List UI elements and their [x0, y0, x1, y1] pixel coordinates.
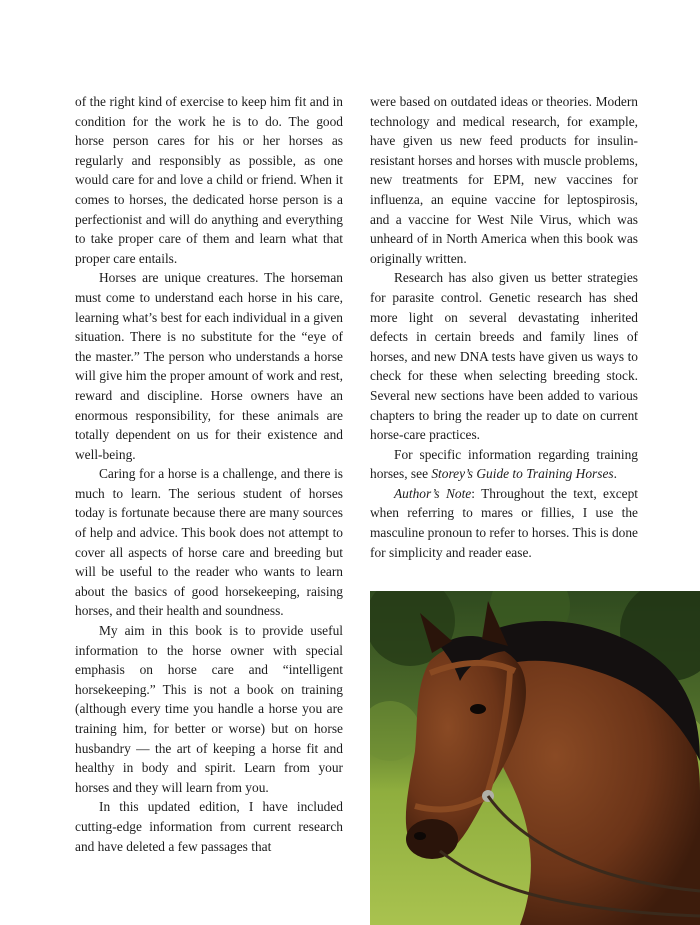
left-text-column — [75, 92, 343, 856]
paragraph-exercise: of the right kind of exercise to keep him fit and in condition for the work he is to do. The good horse person cares for his or her horses as regularly and responsibly as possible, as one would care for and love a child or friend. When it comes to horses, the dedicated horse person is a perfectionist and will do anything and everything to take proper care of them and learn what that proper care entails. — [75, 94, 343, 266]
paragraph-unique-creatures: Horses are unique creatures. The horseman must come to understand each horse in his care, learning what’s best for each individual in a given situation. There is no substitute for the “eye of the master.” The person who understands a horse will give him the proper amount of work and rest, reward and discipline. Horse owners have an enormous responsibility, for these animals are totally dependent on us for their existence and well-being. — [75, 270, 343, 462]
book-title: Storey’s Guide to Training Horses — [431, 466, 614, 482]
paragraph-research: Research has also given us better strategies for parasite control. Genetic research has shed more light on several devastating inherited defects in certain breeds and family lines of horses, and new DNA tests have given us ways to check for these when selecting breeding stock. Several new sections have been added to various chapters to bring the reader up to date on current horse-care practices. — [370, 270, 638, 443]
horse-illustration — [370, 591, 700, 925]
training-reference-end: . — [613, 466, 617, 482]
horse-photo — [370, 591, 700, 925]
horse-eye — [470, 704, 486, 714]
paragraph-outdated-ideas: were based on outdated ideas or theories. Modern technology and medical research, for example, have given us new feed products for insulin-resistant horses and horses with muscle problems, new treatments for EPM, new vaccines for influenza, an equine vaccine for leptospirosis, and a vaccine for West Nile Virus, which was unheard of in North America when this book was originally written. — [370, 94, 638, 266]
right-text-column — [370, 92, 638, 562]
authors-note-text: : Throughout the text, except when referring to mares or fillies, I use the masculine pronoun to refer to horses. This is done for simplicity and reader ease. — [370, 485, 639, 560]
authors-note-label: Author’s Note — [394, 485, 472, 501]
paragraph-aim: My aim in this book is to provide useful information to the horse owner with special emphasis on horse care and “intelligent horsekeeping.” This is not a book on training (although every time you handle a horse you are training him, for better or worse) but on horse husbandry — the art of keeping a horse fit and healthy in body and spirit. Learn from your horses and they will learn from you. — [75, 623, 343, 795]
horse-muzzle — [406, 819, 458, 859]
paragraph-updated-edition: In this updated edition, I have included cutting-edge information from current research and have deleted a few passages that — [75, 799, 343, 854]
paragraph-challenge: Caring for a horse is a challenge, and there is much to learn. The serious student of horses today is fortunate because there are many sources of help and advice. This book does not attempt to cover all aspects of horse care and breeding but will be useful to the reader who wants to learn about the basics of good horsekeeping, raising horses, and their health and soundness. — [75, 466, 343, 619]
paragraph-training-reference — [370, 445, 638, 484]
training-reference-lead: For specific information regarding training horses, see — [370, 446, 638, 482]
paragraph-authors-note — [370, 484, 638, 562]
